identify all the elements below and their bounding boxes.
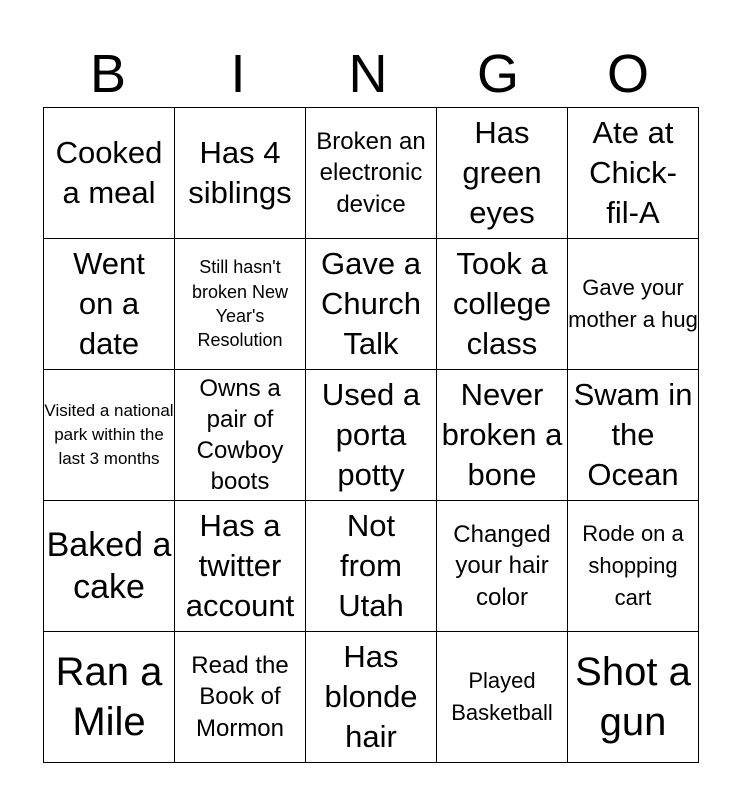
cell-label: Gave a Church Talk <box>321 245 421 362</box>
bingo-card-grid <box>43 107 699 763</box>
grid-row <box>44 632 699 763</box>
cell-label: Read the Book of Mormon <box>191 652 289 742</box>
bingo-cell[interactable] <box>437 501 568 632</box>
cell-label: Rode on a shopping cart <box>582 521 684 610</box>
bingo-cell[interactable] <box>44 632 175 763</box>
grid-row <box>44 370 699 501</box>
bingo-cell[interactable] <box>437 239 568 370</box>
bingo-cell[interactable] <box>568 501 699 632</box>
cell-label: Took a college class <box>452 245 552 362</box>
cell-label: Has a twitter account <box>185 507 295 624</box>
bingo-cell[interactable] <box>568 370 699 501</box>
cell-label: Never broken a bone <box>441 376 563 493</box>
bingo-cell[interactable] <box>175 632 306 763</box>
cell-label: Used a porta potty <box>321 376 421 493</box>
grid-row <box>44 239 699 370</box>
bingo-cell[interactable] <box>568 632 699 763</box>
cell-label: Owns a pair of Cowboy boots <box>196 374 284 496</box>
bingo-cell[interactable] <box>437 370 568 501</box>
cell-label: Changed your hair color <box>453 521 551 611</box>
bingo-header <box>43 40 693 108</box>
bingo-cell[interactable] <box>437 632 568 763</box>
grid-row <box>44 108 699 239</box>
bingo-cell[interactable] <box>306 108 437 239</box>
cell-label: Visited a national park within the last 3 months <box>44 400 174 469</box>
bingo-cell[interactable] <box>175 239 306 370</box>
cell-label: Played Basketball <box>451 668 553 725</box>
bingo-cell[interactable] <box>44 370 175 501</box>
bingo-cell[interactable] <box>437 108 568 239</box>
header-letter-o: O <box>606 44 649 104</box>
cell-label: Has 4 siblings <box>188 134 292 210</box>
bingo-cell[interactable] <box>175 501 306 632</box>
cell-label: Still hasn't broken New Year's Resolution <box>191 257 289 351</box>
header-letter-i: I <box>230 44 246 104</box>
bingo-cell[interactable] <box>44 239 175 370</box>
cell-label: Baked a cake <box>46 525 172 606</box>
header-letter-g: G <box>476 44 519 104</box>
cell-label: Shot a gun <box>575 650 691 744</box>
bingo-cell[interactable] <box>306 239 437 370</box>
cell-label: Broken an electronic device <box>316 128 426 218</box>
cell-label: Has blonde hair <box>324 638 418 755</box>
bingo-cell[interactable] <box>306 370 437 501</box>
cell-label: Cooked a meal <box>55 134 163 210</box>
header-letter-b: B <box>89 44 127 104</box>
cell-label: Swam in the Ocean <box>573 376 693 493</box>
bingo-cell[interactable] <box>175 108 306 239</box>
cell-label: Has green eyes <box>462 114 542 231</box>
bingo-cell[interactable] <box>44 108 175 239</box>
grid-row <box>44 501 699 632</box>
bingo-cell[interactable] <box>306 632 437 763</box>
bingo-cell[interactable] <box>306 501 437 632</box>
bingo-cell[interactable] <box>44 501 175 632</box>
header-letter-n: N <box>348 44 388 104</box>
bingo-cell[interactable] <box>568 239 699 370</box>
cell-label: Went on a date <box>73 245 145 362</box>
cell-label: Ate at Chick-fil-A <box>589 114 677 231</box>
bingo-cell[interactable] <box>568 108 699 239</box>
cell-label: Ran a Mile <box>55 650 163 744</box>
cell-label: Gave your mother a hug <box>568 275 698 332</box>
bingo-cell[interactable] <box>175 370 306 501</box>
cell-label: Not from Utah <box>338 507 404 624</box>
